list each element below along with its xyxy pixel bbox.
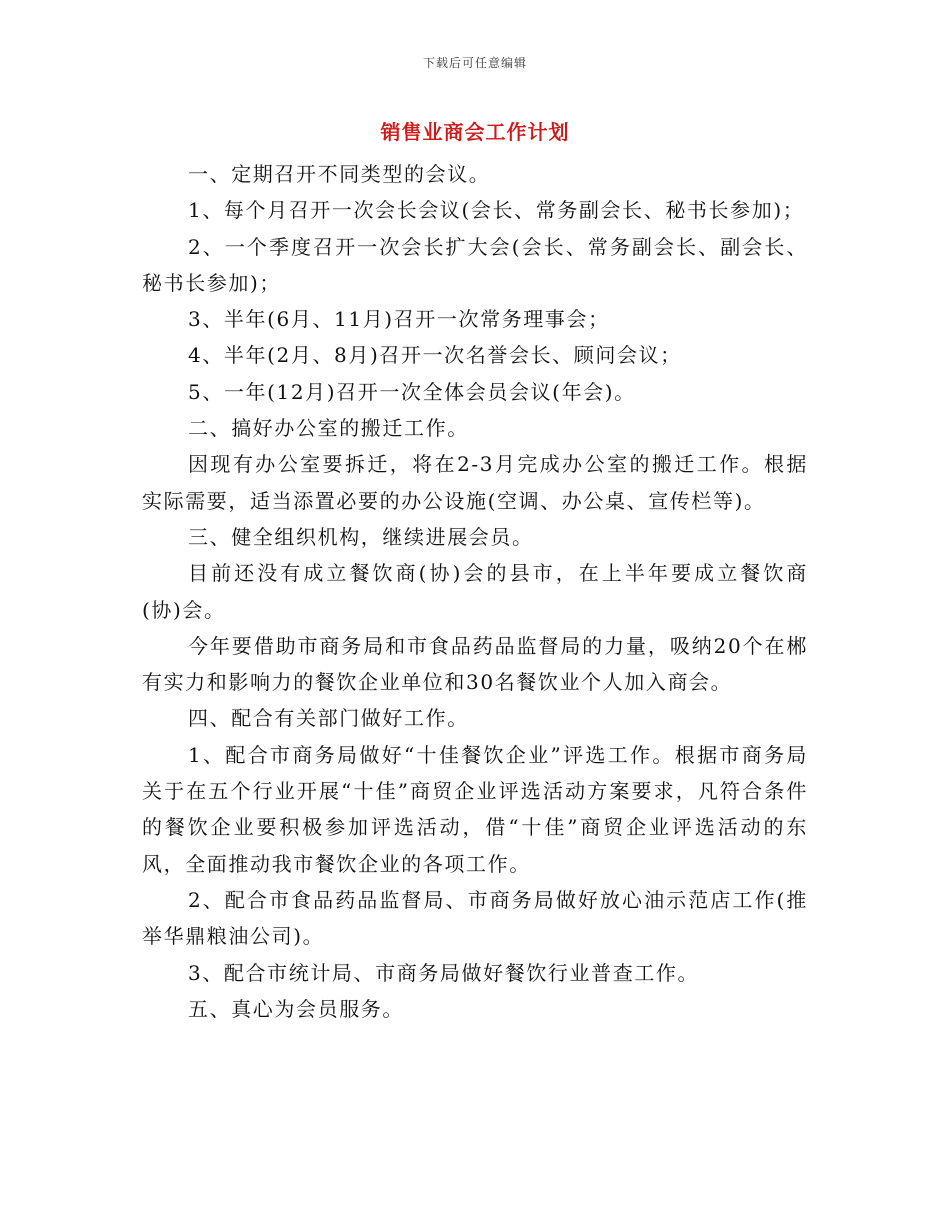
paragraph: 3、半年(6月、11月)召开一次常务理事会； [188, 307, 610, 332]
paragraph: 一、定期召开不同类型的会议。 [188, 162, 491, 186]
paragraph: 目前还没有成立餐饮商(协)会的县市，在上半年要成立餐饮商(协)会。 [142, 561, 808, 622]
paragraph: 今年要借助市商务局和市食品药品监督局的力量，吸纳20个在郴有实力和影响力的餐饮企业单位和30名餐饮业个人加入商会。 [142, 633, 808, 695]
paragraph: 四、配合有关部门做好工作。 [188, 706, 469, 731]
paragraph: 5、一年(12月)召开一次全体会员会议(年会)。 [188, 379, 636, 404]
paragraph: 1、每个月召开一次会长会议(会长、常务副会长、秘书长参加)； [188, 198, 805, 223]
paragraph: 4、半年(2月、8月)召开一次名誉会长、顾问会议； [188, 343, 682, 368]
paragraph: 2、配合市食品药品监督局、市商务局做好放心油示范店工作(推举华鼎粮油公司)。 [142, 887, 808, 949]
paragraph: 因现有办公室要拆迁，将在2-3月完成办公室的搬迁工作。根据实际需要，适当添置必要的办公设施(空调、办公桌、宣传栏等)。 [142, 452, 808, 513]
paragraph: 五、真心为会员服务。 [188, 996, 404, 1021]
document-body [142, 156, 808, 1027]
paragraph: 3、配合市统计局、市商务局做好餐饮行业普查工作。 [188, 960, 700, 985]
page-header: 下载后可任意编辑 [422, 56, 527, 70]
paragraph: 1、配合市商务局做好“十佳餐饮企业”评选工作。根据市商务局关于在五个行业开展“十佳”商贸企业评选活动方案要求，凡符合条件的餐饮企业要积极参加评选活动，借“十佳”商贸企业评选活动的东风，全面推动我市餐饮企业的各项工作。 [142, 742, 808, 876]
paragraph: 二、搞好办公室的搬迁工作。 [188, 416, 469, 441]
paragraph: 2、一个季度召开一次会长扩大会(会长、常务副会长、副会长、秘书长参加)； [142, 234, 808, 295]
document-title: 销售业商会工作计划 [380, 120, 570, 144]
paragraph: 三、健全组织机构，继续进展会员。 [188, 524, 534, 549]
